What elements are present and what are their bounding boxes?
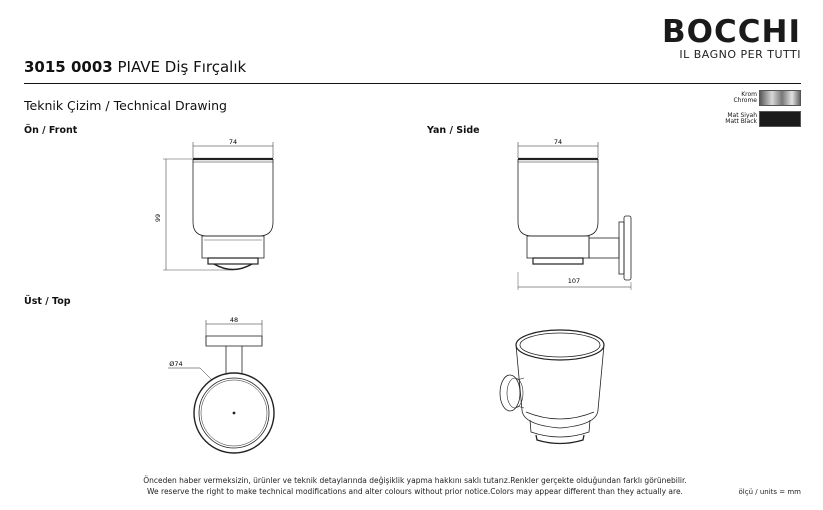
front-height-dim: 99 xyxy=(154,213,162,223)
brand-tagline: IL BAGNO PER TUTTI xyxy=(679,48,801,61)
disclaimer-en: We reserve the right to make technical modifications and alter colours without prior notice.Colors may appear different than they actually are. xyxy=(147,487,683,496)
side-view-drawing xyxy=(518,142,631,290)
section-title: Teknik Çizim / Technical Drawing xyxy=(24,98,227,113)
product-name: PIAVE Diş Fırçalık xyxy=(117,58,247,76)
brand-name: BOCCHI xyxy=(662,14,801,50)
side-depth-dim: 107 xyxy=(567,277,581,285)
disclaimer-tr: Önceden haber vermeksizin, ürünler ve teknik detaylarında değişiklik yapma hakkını saklı tutarız.Renkler gerçekte olduğundan farklı görünebilir. xyxy=(143,476,687,485)
product-code: 3015 0003 xyxy=(24,58,113,76)
finish-chrome-en: Chrome xyxy=(733,97,757,104)
top-width-dim: 48 xyxy=(229,316,239,324)
front-view-drawing xyxy=(163,142,273,270)
top-view-label: Üst / Top xyxy=(24,296,71,307)
top-diameter-dim: Ø74 xyxy=(169,360,183,368)
side-width-dim: 74 xyxy=(553,138,563,146)
front-width-dim: 74 xyxy=(228,138,238,146)
units-note: ölçü / units = mm xyxy=(738,488,801,496)
side-view-label: Yan / Side xyxy=(427,125,480,136)
top-view-drawing xyxy=(168,320,274,453)
finish-black-tr: Mat Siyah xyxy=(727,111,757,119)
finish-chrome-tr: Krom xyxy=(741,90,757,98)
front-view-label: Ön / Front xyxy=(24,125,78,136)
finish-black-en: Matt Black xyxy=(725,118,757,125)
perspective-view-drawing xyxy=(500,330,604,444)
